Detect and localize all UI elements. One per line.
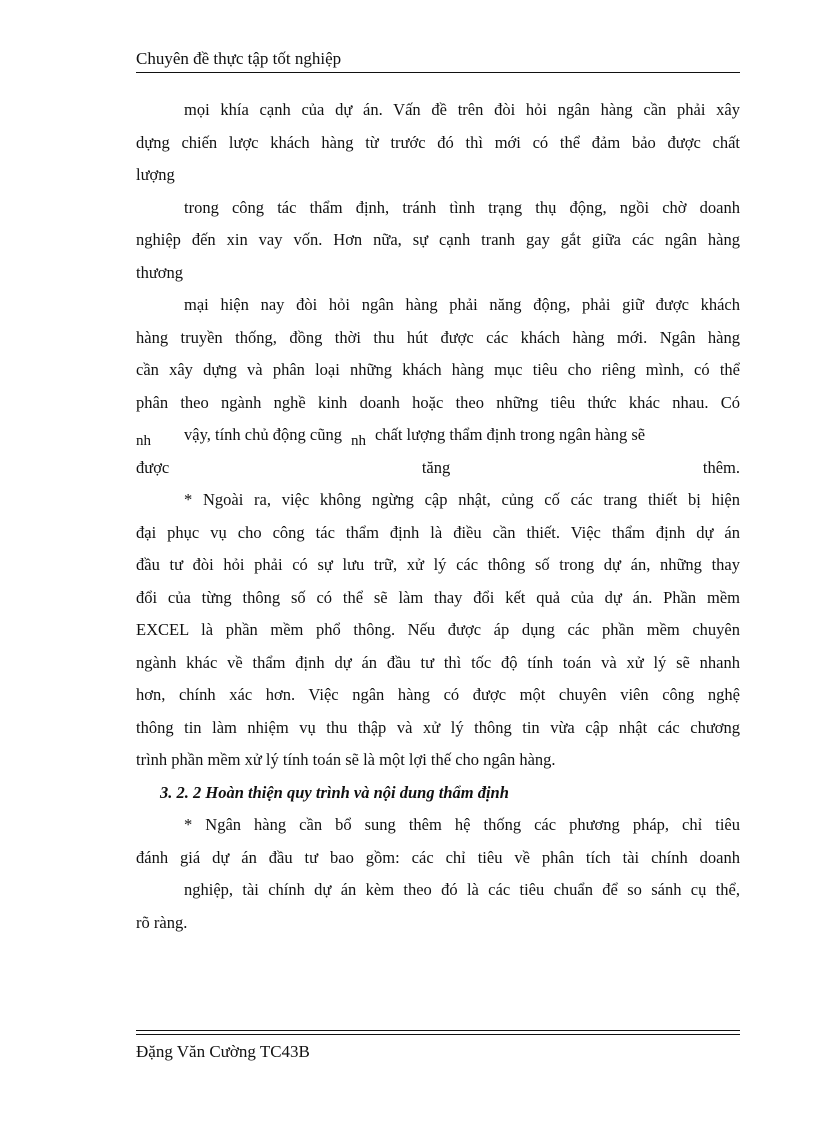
body-line-4: trong công tác thẩm định, tránh tình trạng thụ động, ngồi chờ doanh [184, 197, 740, 217]
fragment-nh-b: nh [350, 433, 366, 449]
body-line-11-text-a: vậy, tính chủ động cũng [184, 425, 342, 444]
word-duoc: được [136, 457, 170, 477]
word-them: thêm. [702, 457, 740, 477]
body-line-13: * Ngoài ra, việc không ngừng cập nhật, củng cố các trang thiết bị hiện [184, 490, 740, 509]
footer-author: Đặng Văn Cường TC43B [136, 1042, 310, 1061]
body-line-24: nghiệp, tài chính dự án kèm theo đó là các tiêu chuẩn để so sánh cụ thể, [184, 880, 740, 899]
body-line-5: nghiệp đến xin vay vốn. Hơn nữa, sự cạnh tranh gay gắt giữa các ngân hàng [136, 230, 740, 249]
body-line-10: phân theo ngành nghề kinh doanh hoặc theo những tiêu thức khác nhau. Có [136, 392, 740, 412]
fragment-nh-a: nh [136, 433, 151, 449]
body-line-8: hàng truyền thống, đồng thời thu hút được các khách hàng mới. Ngân hàng [136, 327, 740, 347]
page-content [136, 94, 740, 939]
body-line-11 [136, 419, 740, 452]
body-line-1: mọi khía cạnh của dự án. Vấn đề trên đòi hỏi ngân hàng cần phải xây [184, 100, 740, 119]
body-line-18: ngành khác về thẩm định dự án đầu tư thì tốc độ tính toán và xử lý sẽ nhanh [136, 652, 740, 672]
header-title: Chuyên đề thực tập tốt nghiệp [136, 49, 342, 68]
body-line-22: * Ngân hàng cần bổ sung thêm hệ thống các phương pháp, chỉ tiêu [184, 815, 740, 834]
body-line-11-text-b: chất lượng thẩm định trong ngân hàng sẽ [374, 425, 646, 444]
body-line-14: đại phục vụ cho công tác thẩm định là điều cần thiết. Việc thẩm định dự án [136, 522, 740, 542]
word-tang: tăng [421, 457, 451, 477]
body-line-6: thương [136, 262, 184, 282]
body-line-9: cần xây dựng và phân loại những khách hàng mục tiêu cho riêng mình, có thể [136, 360, 740, 379]
body-line-3: lượng [136, 165, 175, 184]
body-line-17: EXCEL là phần mềm phổ thông. Nếu được áp dụng các phần mềm chuyên [136, 620, 740, 639]
body-line-20: thông tin làm nhiệm vụ thu thập và xử lý thông tin vừa cập nhật các chương [136, 717, 740, 737]
body-line-15: đầu tư đòi hỏi phải có sự lưu trữ, xử lý các thông số trong dự án, những thay [136, 555, 740, 574]
body-line-21: trình phần mềm xử lý tính toán sẽ là một lợi thế cho ngân hàng. [136, 750, 556, 769]
body-line-23: đánh giá dự án đầu tư bao gồm: các chỉ tiêu về phân tích tài chính doanh [136, 847, 740, 867]
body-line-19: hơn, chính xác hơn. Việc ngân hàng có được một chuyên viên công nghệ [136, 685, 740, 704]
body-line-25: rõ ràng. [136, 912, 188, 932]
page-header [136, 48, 740, 70]
body-line-16: đổi của từng thông số có thể sẽ làm thay đổi kết quả của dự án. Phần mềm [136, 587, 740, 607]
footer-rule-top [136, 1030, 740, 1031]
header-rule [136, 72, 740, 73]
footer-rule-bottom [136, 1034, 740, 1035]
section-heading: 3. 2. 2 Hoàn thiện quy trình và nội dung thẩm định [160, 782, 509, 802]
body-line-2: dựng chiến lược khách hàng từ trước đó thì mới có thể đảm bảo được chất [136, 132, 740, 152]
body-line-12 [136, 452, 740, 485]
body-line-7: mại hiện nay đòi hỏi ngân hàng phải năng động, phải giữ được khách [184, 295, 740, 314]
